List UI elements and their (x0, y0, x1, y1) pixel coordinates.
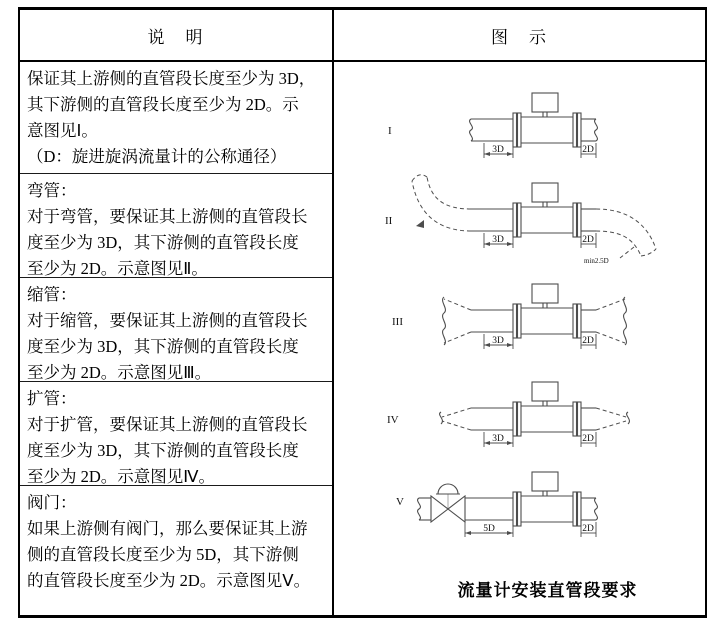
row-text-line: 扩管： (27, 389, 77, 408)
figure-label: II (385, 215, 393, 227)
upstream-dimension-label: 3D (492, 434, 504, 444)
downstream-dimension-label: 2D (582, 524, 594, 534)
dimension-marks (484, 233, 596, 248)
row-text-line: 侧的直管段长度至少为 5D，其下游侧 (27, 545, 299, 564)
downstream-dimension-label: 2D (582, 235, 594, 245)
row-text-line: 至少为 2D。示意图见Ⅱ。 (27, 259, 208, 278)
downstream-dimension-label: 2D (582, 434, 594, 444)
row-text-line: 度至少为 3D，其下游侧的直管段长度 (27, 337, 299, 356)
figure-bent-pipe-diagram (334, 169, 705, 269)
row-text-line: 至少为 2D。示意图见Ⅳ。 (27, 467, 216, 486)
dimension-marks (484, 432, 596, 447)
header-description: 说 明 (20, 10, 334, 60)
row-text-line: 保证其上游侧的直管段长度至少为 3D， (27, 69, 316, 88)
table-row (20, 382, 332, 486)
row-text-line: 度至少为 3D，其下游侧的直管段长度 (27, 233, 299, 252)
figure-label: III (392, 316, 403, 328)
row-text-line: 弯管： (27, 181, 77, 200)
dimension-marks (484, 143, 596, 158)
flowmeter-assembly-drawing (470, 93, 598, 147)
row-text-line: （D：旋进旋涡流量计的公称通径） (27, 147, 287, 166)
flowmeter-assembly-drawing (471, 382, 596, 436)
row-text-line: 度至少为 3D，其下游侧的直管段长度 (27, 441, 299, 460)
row-text-line: 的直管段长度至少为 2D。示意图见Ⅴ。 (27, 571, 311, 590)
description-column (20, 62, 334, 615)
upstream-dimension-label: 3D (492, 235, 504, 245)
figure-label: I (388, 125, 392, 137)
upstream-elbow-drawing (412, 175, 471, 231)
header-illustration: 图 示 (491, 27, 548, 47)
table-row (20, 278, 332, 382)
figure-label: V (396, 496, 404, 508)
table-body (20, 62, 705, 615)
figure-caption: 流量计安装直管段要求 (457, 581, 638, 600)
illustration-column (334, 62, 705, 615)
row-text-line: 对于扩管，要保证其上游侧的直管段长 (27, 415, 308, 434)
figure-reducer-pipe-diagram (334, 270, 705, 370)
row-text-line: 意图见Ⅰ。 (27, 121, 98, 140)
figure-expander-pipe-diagram (334, 368, 705, 468)
row-text-line: 至少为 2D。示意图见Ⅲ。 (27, 363, 212, 382)
table-row (20, 486, 332, 615)
row-text-line: 对于缩管，要保证其上游侧的直管段长 (27, 311, 308, 330)
downstream-reducer-drawing (596, 297, 626, 345)
table-row (20, 174, 332, 278)
upstream-dimension-label: 3D (492, 336, 504, 346)
upstream-expander-drawing (440, 408, 471, 430)
row-text-line: 阀门： (27, 493, 77, 512)
downstream-expander-drawing (596, 408, 629, 430)
downstream-dimension-label: 2D (582, 336, 594, 346)
upstream-dimension-label: 5D (483, 524, 495, 534)
row-text-line: 缩管： (27, 285, 77, 304)
min-distance-note: min2.5D (584, 257, 609, 265)
flowmeter-assembly-drawing (465, 472, 597, 526)
upstream-dimension-label: 3D (492, 145, 504, 155)
table-row (20, 62, 332, 174)
upstream-reducer-drawing (443, 297, 471, 345)
row-text-line: 其下游侧的直管段长度至少为 2D。示 (27, 95, 299, 114)
requirements-table (18, 7, 707, 618)
downstream-dimension-label: 2D (582, 145, 594, 155)
downstream-elbow-drawing (584, 209, 656, 265)
figure-straight-pipe-diagram (334, 79, 705, 179)
table-header-row (20, 10, 705, 62)
flowmeter-assembly-drawing (471, 183, 596, 237)
flowmeter-assembly-drawing (471, 284, 596, 338)
valve-drawing (418, 484, 465, 522)
row-text-line: 对于弯管，要保证其上游侧的直管段长 (27, 207, 308, 226)
dimension-marks (484, 334, 596, 349)
figure-valve-pipe-diagram (334, 458, 705, 558)
row-text-line: 如果上游侧有阀门，那么要保证其上游 (27, 519, 308, 538)
figure-label: IV (387, 414, 399, 426)
